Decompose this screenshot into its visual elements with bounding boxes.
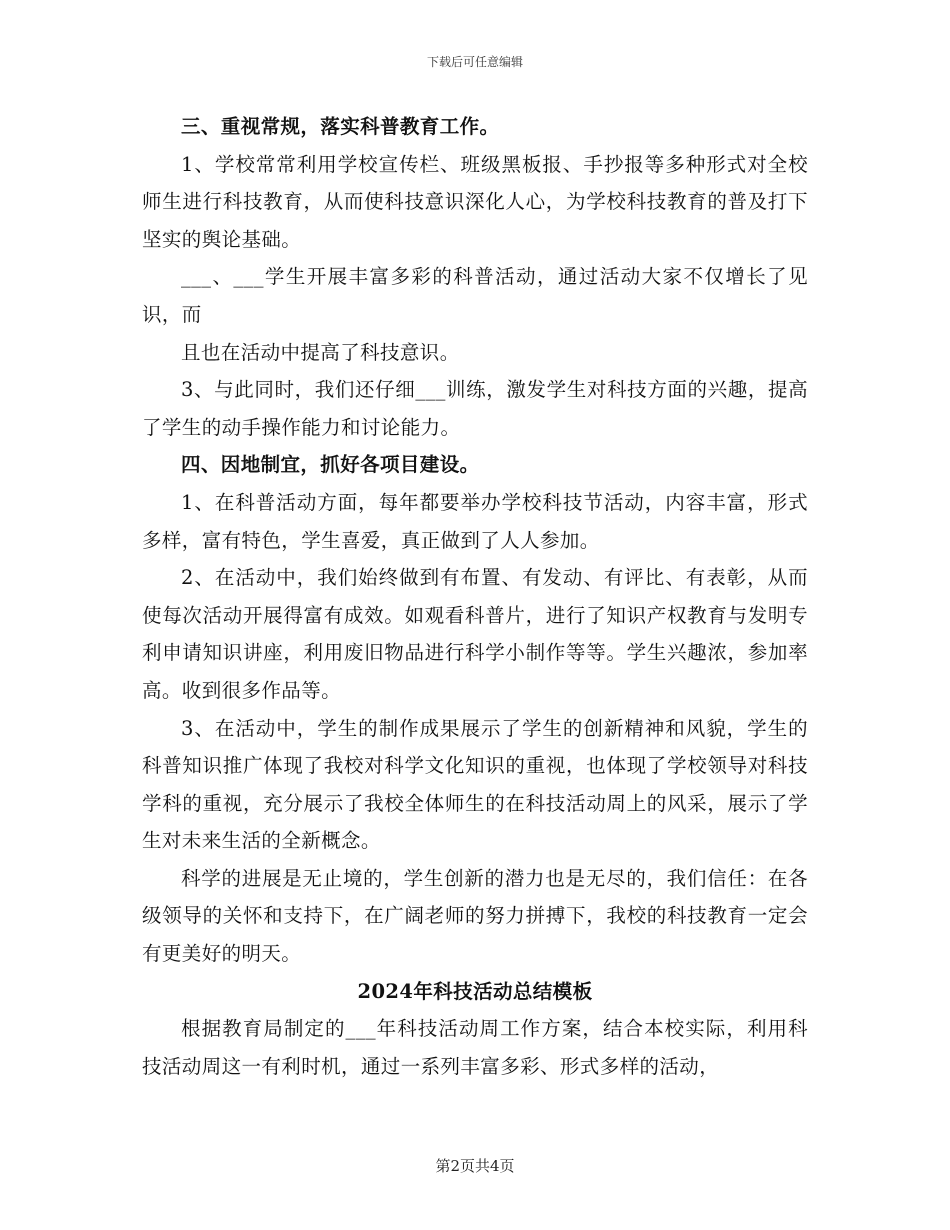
paragraph: 科学的进展是无止境的，学生创新的潜力也是无尽的，我们信任：在各级领导的关怀和支持下，在广阔老师的努力拼搏下，我校的科技教育一定会有更美好的明天。 bbox=[142, 866, 808, 966]
closing-paragraph: 根据教育局制定的___年科技活动周工作方案，结合本校实际，利用科技活动周这一有利时机，通过一系列丰富多彩、形式多样的活动， bbox=[142, 1017, 808, 1078]
section-heading-four: 四、因地制宜，抓好各项目建设。 bbox=[181, 453, 480, 477]
paragraph: ___、___学生开展丰富多彩的科普活动，通过活动大家不仅增长了见识，而 bbox=[142, 265, 808, 326]
section-heading-three: 三、重视常规，落实科普教育工作。 bbox=[181, 115, 500, 138]
section-title: 2024年科技活动总结模板 bbox=[357, 979, 593, 1003]
page-number: 第2页共4页 bbox=[435, 1157, 515, 1175]
paragraph: 2、在活动中，我们始终做到有布置、有发动、有评比、有表彰，从而使每次活动开展得富有成效。如观看科普片，进行了知识产权教育与发明专利申请知识讲座，利用废旧物品进行科学小制作等等。学生兴趣浓，参加率高。收到很多作品等。 bbox=[142, 566, 808, 702]
paragraph: 1、在科普活动方面，每年都要举办学校科技节活动，内容丰富，形式多样，富有特色，学生喜爱，真正做到了人人参加。 bbox=[142, 490, 808, 552]
paragraph: 3、与此同时，我们还仔细___训练，激发学生对科技方面的兴趣，提高了学生的动手操作能力和讨论能力。 bbox=[142, 378, 808, 439]
paragraph: 1、学校常常利用学校宣传栏、班级黑板报、手抄报等多种形式对全校师生进行科技教育，从而使科技意识深化人心，为学校科技教育的普及打下坚实的舆论基础。 bbox=[142, 152, 808, 251]
paragraph: 且也在活动中提高了科技意识。 bbox=[181, 340, 460, 364]
document-body bbox=[142, 108, 808, 1085]
paragraph: 3、在活动中，学生的制作成果展示了学生的创新精神和风貌，学生的科普知识推广体现了我校对科学文化知识的重视，也体现了学校领导对科技学科的重视，充分展示了我校全体师生的在科技活动周上的风采，展示了学生对未来生活的全新概念。 bbox=[142, 716, 808, 853]
page-header-note: 下载后可任意编辑 bbox=[426, 55, 523, 69]
